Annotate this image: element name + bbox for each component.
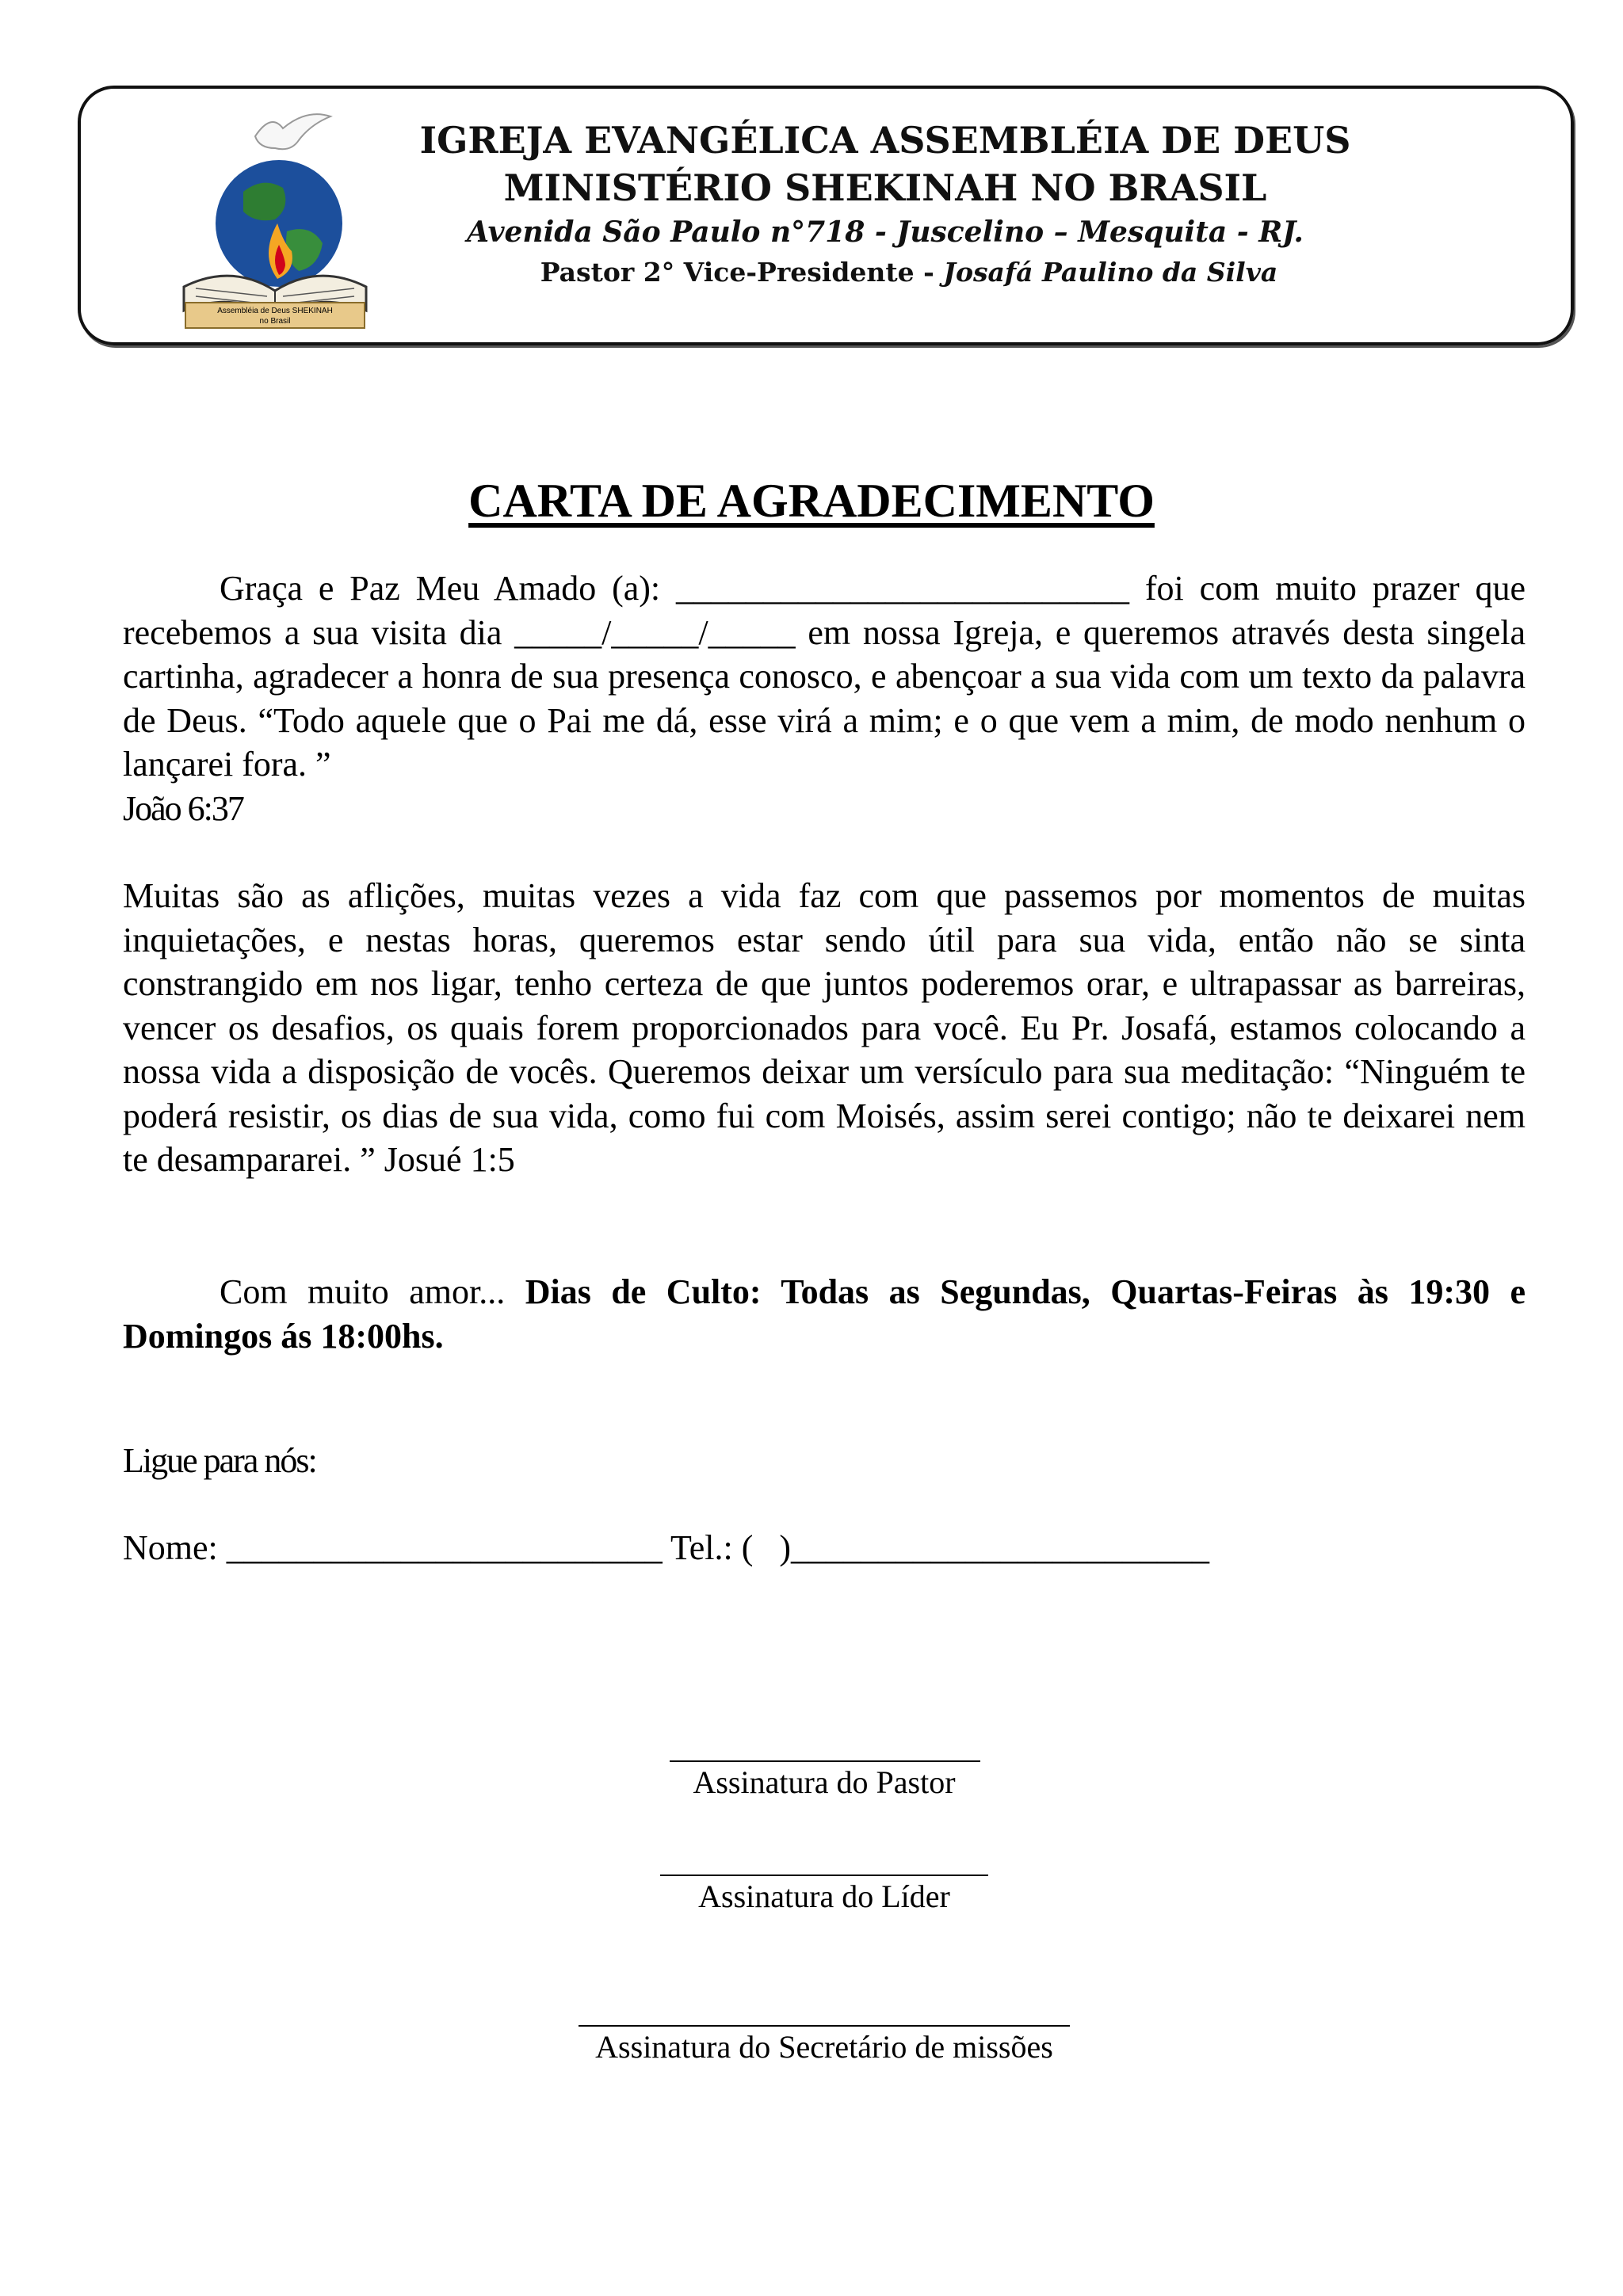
bible-reference-john: João 6:37 [123, 788, 243, 828]
logo-banner-text-1: Assembléia de Deus SHEKINAH [217, 307, 333, 315]
call-us-label: Ligue para nós: [123, 1441, 316, 1480]
logo-banner-text-2: no Brasil [259, 317, 291, 326]
name-phone-field: Nome: _________________________ Tel.: ( )________________________ [123, 1528, 1210, 1567]
pastor-line [81, 257, 1571, 288]
letter-title: CARTA DE AGRADECIMENTO [468, 475, 1155, 527]
greeting-text: Graça e Paz Meu Amado (a): __________________________ foi com muito prazer que recebemos a sua visita dia _____/_____/_____ em nossa Igreja, e queremos através desta singela cartinha, agradecer a honra de sua presença conosco, e abençoar a sua vida com um texto da palavra de Deus. “Todo aquele que o Pai me dá, esse virá a mim; e o que vem a mim, de modo nenhum o lançarei fora. ” [123, 569, 1526, 784]
leader-signature-label: Assinatura do Líder [698, 1878, 950, 1914]
ministry-name: MINISTÉRIO SHEKINAH NO BRASIL [503, 166, 1267, 209]
church-name: IGREJA EVANGÉLICA ASSEMBLÉIA DE DEUS [419, 119, 1351, 162]
encouragement-paragraph: Muitas são as aflições, muitas vezes a vida faz com que passemos por momentos de muitas inquietações, e nestas horas, queremos estar sendo útil para sua vida, então não se sinta constrangido em nos ligar, tenho certeza de que juntos poderemos orar, e ultrapassar as barreiras, vencer os desafios, os quais forem proporcionados para você. Eu Pr. Josafá, estamos colocando a nossa vida a disposição de vocês. Queremos deixar um versículo para sua meditação: “Ninguém te poderá resistir, os dias de sua vida, como fui com Moisés, assim serei contigo; não te deixarei nem te desampararei. ” Josué 1:5 [123, 876, 1526, 1179]
service-times-paragraph [123, 1270, 1526, 1358]
letterhead [78, 86, 1574, 345]
leader-signature-line [660, 1875, 988, 1876]
greeting-paragraph [123, 566, 1526, 830]
church-address: Avenida São Paulo n°718 - Juscelino – Mesquita - RJ. [467, 215, 1304, 249]
service-times: Dias de Culto: Todas as Segundas, Quartas-Feiras às 19:30 e Domingos ás 18:00hs. [123, 1272, 1526, 1356]
secretary-signature-label: Assinatura do Secretário de missões [595, 2029, 1053, 2065]
closing-text: Com muito amor... [220, 1272, 525, 1311]
pastor-signature-label: Assinatura do Pastor [693, 1764, 956, 1800]
pastor-role: Pastor 2° Vice-Presidente - [540, 257, 944, 288]
pastor-signature-line [670, 1760, 980, 1762]
pastor-name: Josafá Paulino da Silva [943, 257, 1278, 288]
secretary-signature-line [579, 2025, 1070, 2027]
